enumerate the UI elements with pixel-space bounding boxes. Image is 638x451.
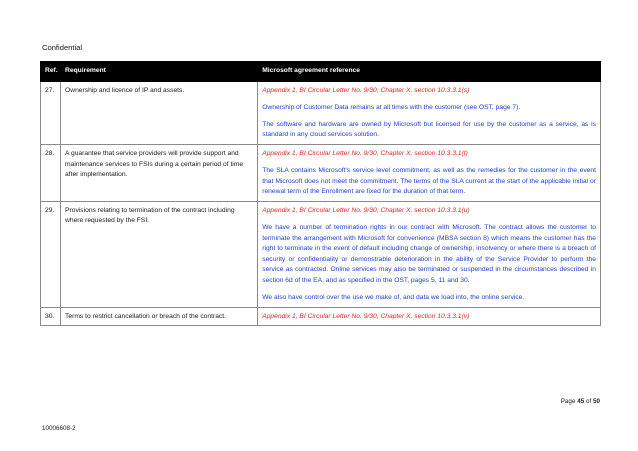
table-row <box>41 144 601 201</box>
row-ref: 27. <box>41 81 61 144</box>
reference-column-header: Microsoft agreement reference <box>258 62 601 82</box>
table-header <box>41 62 601 82</box>
row-citation: Appendix 1, BI Circular Letter No. 9/30, Chapter X, section 10.3.3.1(t) <box>262 149 468 157</box>
row-paragraph: We have a number of termination rights in our contract with Microsoft. The contract allows the customer to terminate the arrangement with Microsoft for convenience (MBSA section 8) which means the customer has the right to terminate in the event of default including change of ownership, insolvency or where there is a breach of security or confidentiality or demonstrable deterioration in the ability of the Service Provider to perform the service as contracted. Online services may also be terminated or suspended in the circumstances described in section 6d of the EA, and as specified in the OST, pages 5, 11 and 30. <box>262 223 596 284</box>
row-requirement: A guarantee that service providers will provide support and maintenance services to FSIs during a certain period of time after implementation. <box>61 144 258 201</box>
page-current: 45 <box>577 398 585 405</box>
row-paragraph: The software and hardware are owned by Microsoft but licensed for use by the customer as a service, as is standard in any cloud services solution. <box>262 120 596 139</box>
row-ref: 30. <box>41 307 61 326</box>
row-paragraph: Ownership of Customer Data remains at all times with the customer (see OST, page 7). <box>262 103 521 111</box>
requirement-column-header: Requirement <box>61 62 258 82</box>
row-reference <box>258 307 601 326</box>
table-row <box>41 201 601 307</box>
page-prefix: Page <box>560 398 576 405</box>
row-paragraph: We also have control over the use we make of, and data we load into, the online service. <box>262 294 525 301</box>
ref-column-header: Ref. <box>41 62 61 82</box>
requirements-table <box>40 61 601 326</box>
row-requirement: Terms to restrict cancellation or breach of the contract. <box>61 307 258 326</box>
confidential-label: Confidential <box>42 43 83 52</box>
row-ref: 28. <box>41 144 61 201</box>
row-citation: Appendix 1, BI Circular Letter No. 9/30, Chapter X, section 10.3.3.1(s) <box>262 86 470 94</box>
page-total: 50 <box>592 398 600 405</box>
table-row <box>41 307 601 326</box>
page-number <box>561 398 600 405</box>
row-citation: Appendix 1, BI Circular Letter No. 9/30, Chapter X, section 10.3.3.1(v) <box>262 312 470 320</box>
row-ref: 29. <box>41 201 61 307</box>
page-separator: of <box>585 398 592 405</box>
row-reference <box>258 81 601 144</box>
row-citation: Appendix 1, BI Circular Letter No. 9/30, Chapter X, section 10.3.3.1(u) <box>262 206 470 214</box>
header-row <box>41 62 601 82</box>
table-row <box>41 81 601 144</box>
row-reference <box>258 144 601 201</box>
table-body <box>41 81 601 326</box>
document-id: 10006608-2 <box>42 425 76 432</box>
row-requirement: Provisions relating to termination of the contract including where requested by the FSI. <box>61 201 258 307</box>
row-reference <box>258 201 601 307</box>
row-requirement: Ownership and licence of IP and assets. <box>61 81 258 144</box>
row-paragraph: The SLA contains Microsoft's service level commitment, as well as the remedies for the customer in the event that Microsoft does not meet the commitment. The terms of the SLA current at the start of the applicable initial or renewal term of the Enrollment are fixed for the duration of that term. <box>262 167 596 196</box>
